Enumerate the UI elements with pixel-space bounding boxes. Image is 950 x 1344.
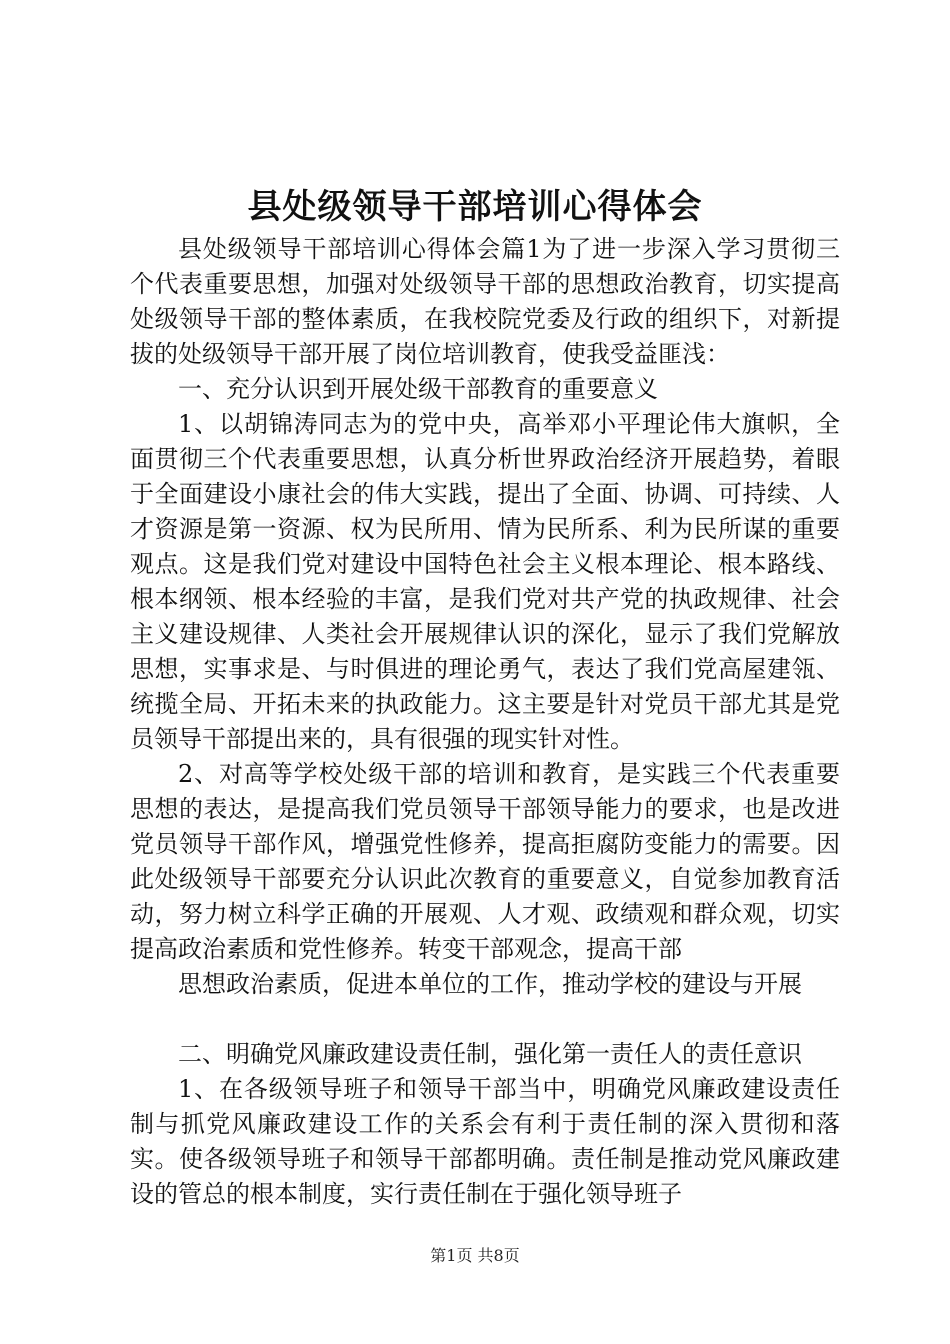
paragraph-1-2: 2、对高等学校处级干部的培训和教育，是实践三个代表重要思想的表达，是提高我们党员领导干部领导能力的要求，也是改进党员领导干部作风，增强党性修养，提高拒腐防变能力的需要。因此处级领导干部要充分认识此次教育的重要意义，自觉参加教育活动，努力树立科学正确的开展观、人才观、政绩观和群众观，切实提高政治素质和党性修养。转变干部观念，提高干部	[130, 760, 840, 963]
document-body	[130, 232, 840, 1212]
paragraph-1-1: 1、以胡锦涛同志为的党中央，高举邓小平理论伟大旗帜，全面贯彻三个代表重要思想，认真分析世界政治经济开展趋势，着眼于全面建设小康社会的伟大实践，提出了全面、协调、可持续、人才资源是第一资源、权为民所用、情为民所系、利为民所谋的重要观点。这是我们党对建设中国特色社会主义根本理论、根本路线、根本纲领、根本经验的丰富，是我们党对共产党的执政规律、社会主义建设规律、人类社会开展规律认识的深化，显示了我们党解放思想，实事求是、与时俱进的理论勇气，表达了我们党高屋建瓴、统揽全局、开拓未来的执政能力。这主要是针对党员干部尤其是党员领导干部提出来的，具有很强的现实针对性。	[130, 410, 840, 753]
document-title: 县处级领导干部培训心得体会	[247, 187, 703, 227]
paragraph-spacer	[130, 1002, 840, 1037]
paragraph-2-1: 1、在各级领导班子和领导干部当中，明确党风廉政建设责任制与抓党风廉政建设工作的关系会有利于责任制的深入贯彻和落实。使各级领导班子和领导干部都明确。责任制是推动党风廉政建设的管总的根本制度，实行责任制在于强化领导班子	[130, 1075, 840, 1208]
section-heading-1: 一、充分认识到开展处级干部教育的重要意义	[178, 375, 658, 403]
section-heading-2: 二、明确党风廉政建设责任制，强化第一责任人的责任意识	[178, 1040, 802, 1068]
paragraph-continuation: 思想政治素质，促进本单位的工作，推动学校的建设与开展	[178, 970, 802, 998]
page-footer: 第1页 共8页	[430, 1246, 520, 1265]
paragraph-intro: 县处级领导干部培训心得体会篇1为了进一步深入学习贯彻三个代表重要思想，加强对处级领导干部的思想政治教育，切实提高处级领导干部的整体素质，在我校院党委及行政的组织下，对新提拔的处级领导干部开展了岗位培训教育，使我受益匪浅：	[130, 235, 840, 368]
